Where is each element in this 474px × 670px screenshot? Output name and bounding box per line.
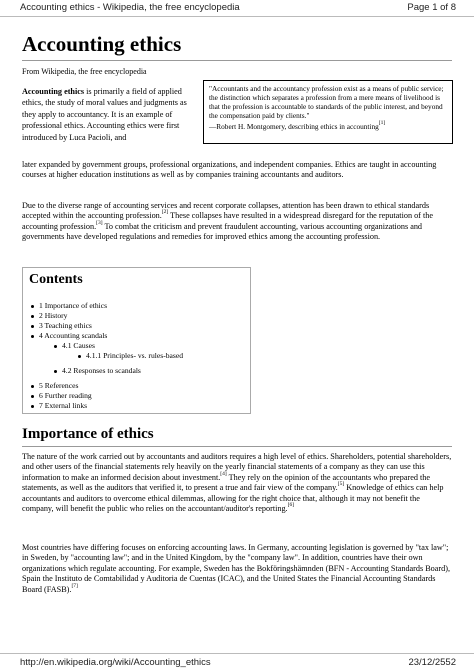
section-divider xyxy=(22,446,452,447)
quote-ref[interactable]: [1] xyxy=(378,120,386,126)
toc-title: Contents xyxy=(29,272,83,287)
importance-paragraph-1: The nature of the work carried out by accountants and auditors requires a high level of ethics. Shareholders, potential shareholders, and other users of the financial statements rely heavily on the yearly financial statements of a company as they can use this information to make an informed decision about investment.[4] They rely on the opinion of the accountants who prepared the statements, as well as the auditors that verified it, to present a true and fair view of the company.[5] Knowledge of ethics can help accountants and auditors to overcome ethical dilemmas, allowing for the right choice that, although it may not benefit the company, will benefit the public who relies on the accountant/auditor's reporting.[6] xyxy=(22,452,452,514)
intro-bold-term: Accounting ethics xyxy=(22,87,85,96)
quote-box xyxy=(203,80,453,144)
section-heading-importance: Importance of ethics xyxy=(22,426,154,442)
quote-attribution: —Robert H. Montgomery, describing ethics in accounting[1] xyxy=(209,120,386,131)
toc-item-teaching[interactable]: 3 Teaching ethics xyxy=(31,321,92,330)
article-title: Accounting ethics xyxy=(22,32,182,56)
quote-text: "Accountants and the accountancy profession exist as a means of public service; the distinction which separates a profession from a mere means of livelihood is that the profession is accountable to standards of the public interest, and beyond the compensation paid by clients." xyxy=(209,84,444,120)
toc-item-external-links[interactable]: 7 External links xyxy=(31,401,87,410)
print-header xyxy=(0,0,474,17)
toc-item-causes[interactable]: 4.1 Causes xyxy=(54,341,95,350)
page-number: Page 1 of 8 xyxy=(407,2,456,13)
table-of-contents xyxy=(22,267,251,414)
toc-item-references[interactable]: 5 References xyxy=(31,381,78,390)
ref-7[interactable]: [7] xyxy=(71,582,78,589)
ref-3[interactable]: [3] xyxy=(96,219,103,226)
toc-item-scandals[interactable]: 4 Accounting scandals xyxy=(31,331,107,340)
print-footer xyxy=(0,653,474,670)
toc-item-importance[interactable]: 1 Importance of ethics xyxy=(31,301,107,310)
ref-2[interactable]: [2] xyxy=(161,209,169,216)
footer-date: 23/12/2552 xyxy=(408,657,456,668)
toc-item-history[interactable]: 2 History xyxy=(31,311,67,320)
footer-url: http://en.wikipedia.org/wiki/Accounting_ethics xyxy=(20,657,211,668)
paragraph-2: Due to the diverse range of accounting services and recent corporate collapses, attention has been drawn to ethical standards accepted within the accounting profession.[2] These collapses have resulted in a widespread disregard for the reputation of the accounting profession.[3] To combat the criticism and prevent fraudulent accounting, various accounting organizations and governments have developed regulations and remedies for improved ethics among the accounting profession. xyxy=(22,201,433,242)
toc-item-responses[interactable]: 4.2 Responses to scandals xyxy=(54,366,141,375)
toc-item-principles[interactable]: 4.1.1 Principles- vs. rules-based xyxy=(78,351,183,360)
from-line: From Wikipedia, the free encyclopedia xyxy=(22,67,147,76)
importance-paragraph-2: Most countries have differing focuses on enforcing accounting laws. In Germany, accounting legislation is governed by "tax law"; in Sweden, by "accounting law"; and in the United Kingdom, by the "company law". In addition, countries have their own organizations which regulate accounting. For example, Sweden has the Bokföringshämnden (BFN - Accounting Standards Board), Spain the Instituto de Comtabilidad y Auditoria de Cuentas (ICAC), and the United States the Financial Accounting Standards Board (FASB).[7] xyxy=(22,543,451,594)
title-divider xyxy=(22,60,452,61)
ref-5[interactable]: [5] xyxy=(337,481,345,488)
ref-6[interactable]: [6] xyxy=(287,502,295,509)
intro-lead: Accounting ethics is primarily a field of applied ethics, the study of moral values and judgments as they apply to accountancy. It is an example of professional ethics. Accounting ethics were first introduced by Luca Pacioli, and xyxy=(22,87,187,142)
toc-item-further-reading[interactable]: 6 Further reading xyxy=(31,391,92,400)
ref-4[interactable]: [4] xyxy=(220,470,227,477)
intro-continuation: later expanded by government groups, professional organizations, and independent companies. Ethics are taught in accounting courses at higher education institutions as well as by companies training accountants and auditors. xyxy=(22,160,437,180)
header-title: Accounting ethics - Wikipedia, the free encyclopedia xyxy=(20,2,240,13)
